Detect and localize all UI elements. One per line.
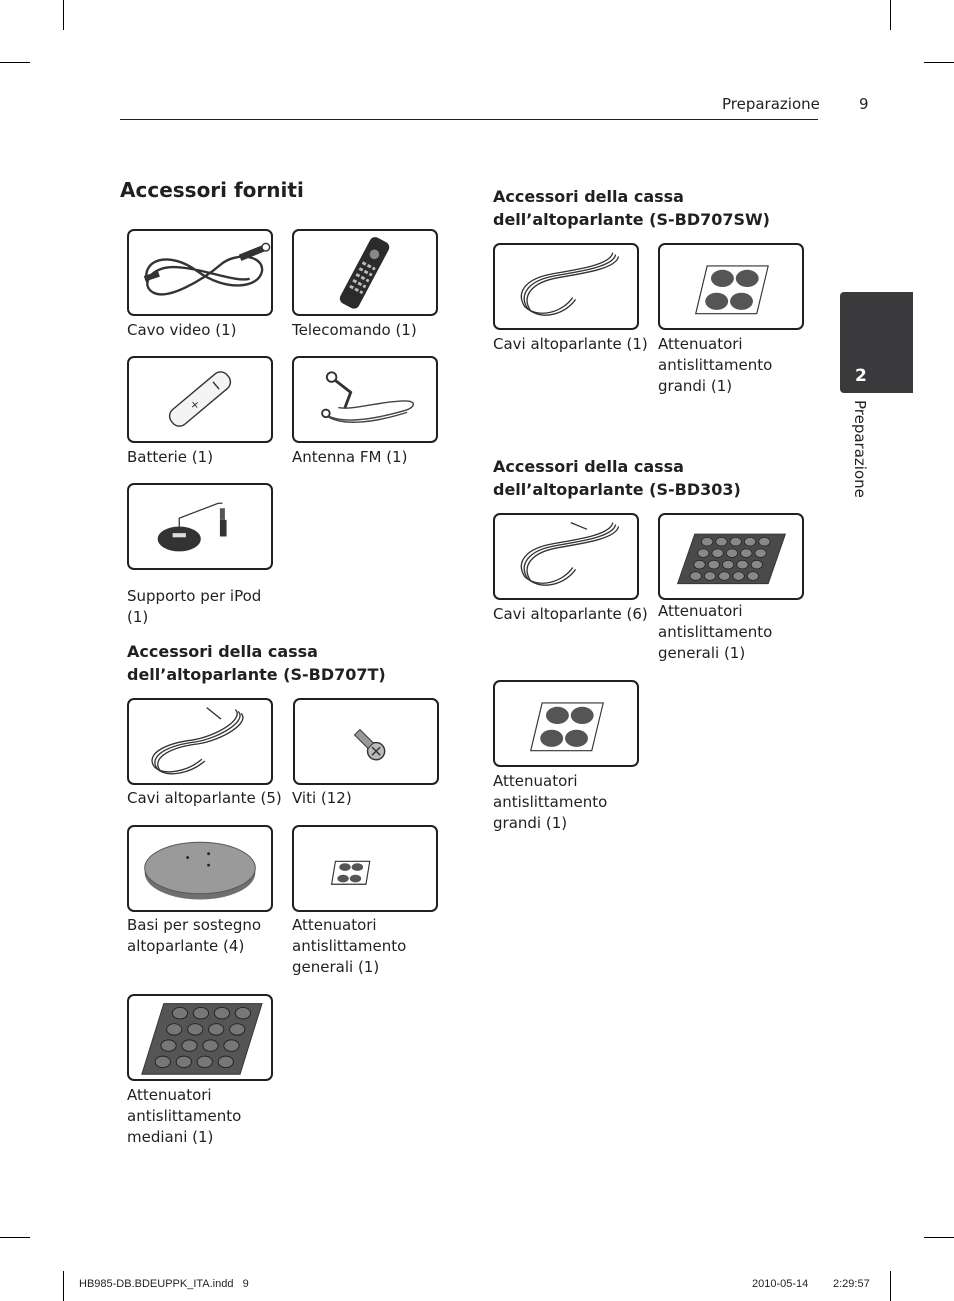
item-caption: Cavi altoparlante (5) [127, 789, 282, 807]
medium-pads-icon [127, 994, 273, 1081]
item-caption: Cavo video (1) [127, 321, 237, 339]
item-caption: Supporto per iPod (1) [127, 587, 262, 626]
item-caption: Basi per sostegno altoparlante (4) [127, 916, 262, 955]
item-caption: Attenuatori antislittamento generali (1) [658, 602, 773, 662]
crop-mark [0, 1237, 30, 1238]
small-pads-icon [292, 825, 438, 912]
chapter-label: Preparazione [851, 400, 869, 498]
section-title-bd303: Accessori della cassa dell’altoparlante (S-BD303) [493, 457, 741, 499]
page-number: 9 [859, 95, 869, 113]
chapter-number: 2 [855, 366, 867, 386]
crop-mark [63, 0, 64, 30]
crop-mark [924, 1237, 954, 1238]
header-rule [120, 119, 818, 120]
battery-icon [127, 356, 273, 443]
item-caption: Attenuatori antislittamento generali (1) [292, 916, 407, 976]
crop-mark [0, 62, 30, 63]
svg-text:+: + [186, 396, 203, 413]
speaker-cable-icon [493, 243, 639, 330]
large-pads-icon [493, 680, 639, 767]
fm-antenna-icon [292, 356, 438, 443]
pad-sheet-icon [658, 513, 804, 600]
ipod-dock-icon [127, 483, 273, 570]
speaker-cable-icon [127, 698, 273, 785]
chapter-tab [840, 292, 913, 393]
item-caption: Antenna FM (1) [292, 448, 408, 466]
item-caption: Attenuatori antislittamento grandi (1) [493, 772, 608, 832]
footer-date: 2010-05-14 [752, 1278, 809, 1290]
item-caption: Cavi altoparlante (1) [493, 335, 648, 353]
item-caption: Telecomando (1) [292, 321, 417, 339]
crop-mark [63, 1271, 64, 1301]
item-caption: Attenuatori antislittamento mediani (1) [127, 1086, 242, 1146]
video-cable-icon [127, 229, 273, 316]
screw-icon [293, 698, 439, 785]
footer-file: HB985-DB.BDEUPPK_ITA.indd 9 [79, 1278, 249, 1290]
large-pads-icon [658, 243, 804, 330]
crop-mark [890, 1271, 891, 1301]
section-title-bd707sw: Accessori della cassa dell’altoparlante (S-BD707SW) [493, 187, 770, 229]
item-caption: Attenuatori antislittamento grandi (1) [658, 335, 773, 395]
running-header: Preparazione [722, 95, 820, 113]
crop-mark [924, 62, 954, 63]
speaker-stand-base-icon [127, 825, 273, 912]
item-caption: Viti (12) [292, 789, 352, 807]
page-title: Accessori forniti [120, 178, 304, 202]
section-title-bd707t: Accessori della cassa dell’altoparlante (S-BD707T) [127, 642, 386, 684]
item-caption: Cavi altoparlante (6) [493, 605, 648, 623]
crop-mark [890, 0, 891, 30]
footer-time: 2:29:57 [833, 1278, 870, 1290]
remote-control-icon [292, 229, 438, 316]
item-caption: Batterie (1) [127, 448, 214, 466]
speaker-cable-icon [493, 513, 639, 600]
